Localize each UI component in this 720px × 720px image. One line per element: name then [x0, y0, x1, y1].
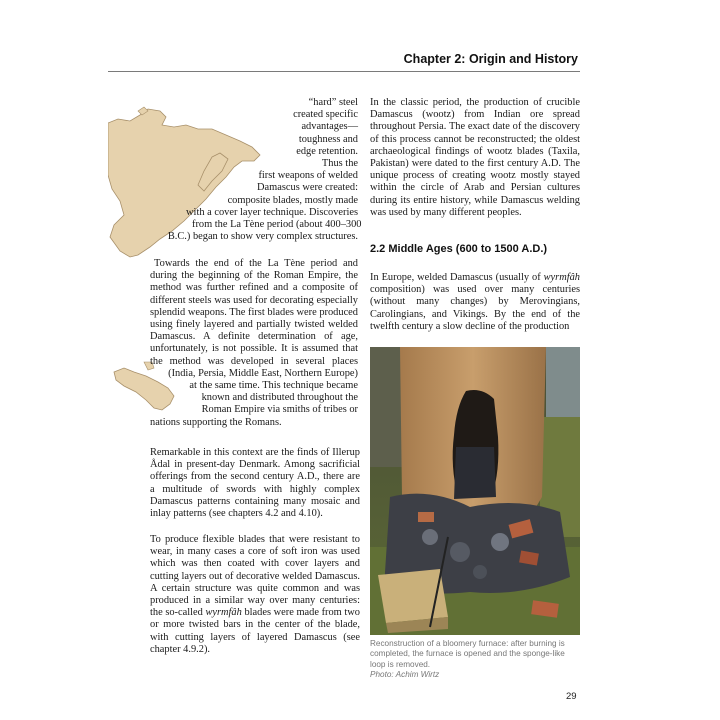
emphasis-term: wyrmfâh: [205, 607, 242, 619]
text-run: To produce flexible blades that were resistant to wear, in many cases a core of soft iron was used which was then coated with cover layers and cutting layers out of decorative welded Damascus. A certain structure was quite common and was produced in a similar way over many centuries: the so-called: [150, 534, 360, 619]
photo-credit: Photo: Achim Wirtz: [370, 670, 440, 680]
text-line: from the La Tène period (about 400–300: [192, 219, 362, 231]
text-line: Towards the end of the La Tène period and: [154, 258, 358, 269]
text-line: created specific: [293, 109, 358, 121]
text-line: nations supporting the Romans.: [150, 416, 282, 428]
text-line: known and distributed throughout the: [201, 392, 358, 404]
text-line: first weapons of welded: [258, 170, 358, 182]
text-run: blades were made from two or more twisted bars in the center of the blade, with cutting layers of layered Damascus (see chapter 4.9.2).: [150, 607, 360, 655]
text-line: Thus the: [321, 158, 358, 170]
left-intro-paragraph: [150, 97, 362, 243]
left-paragraph-2: [150, 258, 358, 429]
emphasis-term: wyrmfâh: [543, 272, 580, 283]
text-line: composite blades, mostly made: [227, 194, 358, 206]
text-line: using finely layered and partially twisted welded: [150, 319, 358, 331]
text-line: the method was developed in several places: [150, 355, 358, 367]
text-line: splendid weapons. The first blades were produced: [150, 306, 358, 318]
text-line: edge retention.: [296, 145, 358, 157]
text-line: (India, Persia, Middle East, Northern Europe): [168, 367, 358, 379]
text-line: Roman Empire via smiths of tribes or: [201, 404, 358, 416]
caption-text: Reconstruction of a bloomery furnace: after burning is completed, the furnace is opened and the sponge-like loop is removed.: [370, 639, 565, 669]
text-line: with a cover layer technique. Discoveries: [186, 206, 358, 218]
right-paragraph-1: In the classic period, the production of crucible Damascus (wootz) from Indian ore spread throughout Persia. The exact date of the discovery of this process cannot be reconstructed; the oldest archaeological findings of wootz blades (Taxila, Pakistan) were dated to the first century A.D. The unique process of creating wootz mostly stayed within the circle of Arab and Persian cultures during its entire history, while Damascus welding was used by many different peoples.: [370, 97, 580, 218]
section-heading: 2.2 Middle Ages (600 to 1500 A.D.): [370, 243, 548, 255]
text-line: advantages—: [301, 121, 358, 133]
text-line: at the same time. This technique became: [189, 380, 358, 392]
text-line: toughness and: [298, 133, 358, 145]
right-paragraph-2: [370, 272, 580, 333]
text-line: Damascus. A definite determination of age,: [150, 331, 358, 343]
text-line: different steels was used for decorating especially: [150, 294, 358, 306]
text-line: unfortunately, is not possible. It is assumed that: [150, 343, 358, 355]
header-rule: [108, 71, 580, 72]
chapter-header-title: Chapter 2: Origin and History: [403, 52, 578, 66]
bloomery-furnace-photo: [370, 347, 580, 635]
text-line: Damascus were created:: [257, 182, 358, 194]
figure-caption: [370, 639, 582, 681]
text-run: In Europe, welded Damascus (usually of: [370, 272, 544, 283]
text-line: during the beginning of the Roman Empire, the: [150, 270, 358, 282]
left-paragraph-4: [150, 534, 360, 656]
text-run: composition) was used over many centuries (without many changes) by Merovingians, Carolingians, and Vikings. By the end of the twelfth century a slow decline of the production: [370, 284, 580, 332]
text-line: B.C.) began to show very complex structures.: [167, 231, 358, 243]
left-paragraph-3: Remarkable in this context are the finds of Illerup Ådal in present-day Denmark. Among sacrificial offerings from the second century A.D., there are a multitude of swords with highly complex Damascus patterns containing many mosaic and inlay patterns (see chapters 4.2 and 4.10).: [150, 447, 360, 520]
text-line: “hard” steel: [308, 97, 358, 108]
text-line: method was further refined and a composite of: [150, 282, 358, 294]
page-number: 29: [566, 691, 577, 702]
